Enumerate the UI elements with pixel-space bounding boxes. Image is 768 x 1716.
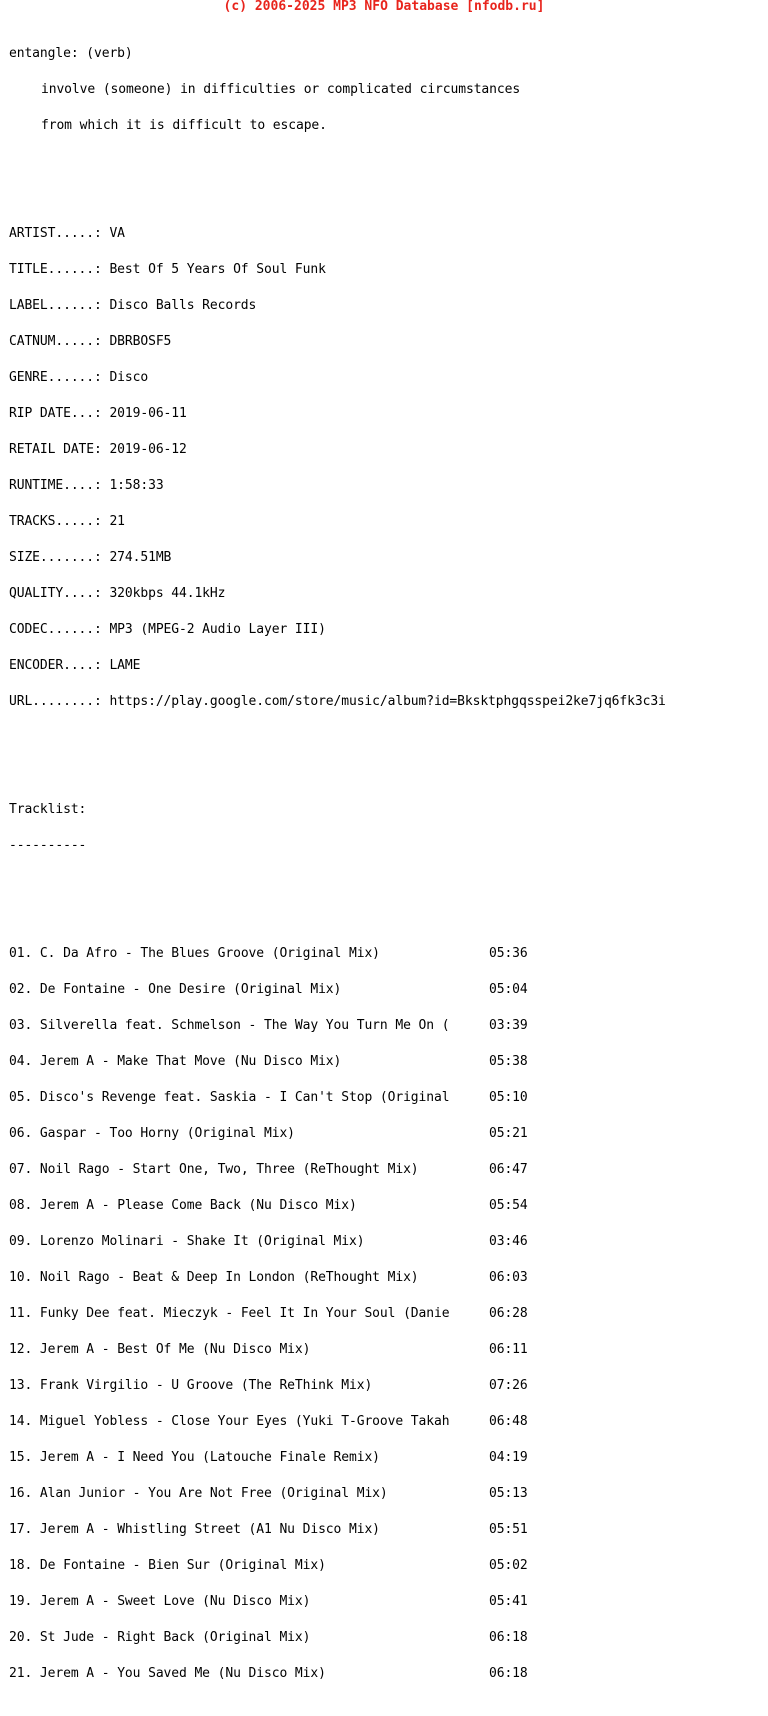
track-title: Miguel Yobless - Close Your Eyes (Yuki T-Groove Takah (39, 1414, 450, 1429)
info-row-runtime (9, 480, 666, 492)
track-title: Lorenzo Molinari - Shake It (Original Mix) (39, 1234, 365, 1249)
track-row (9, 1380, 666, 1392)
info-row-url (9, 696, 666, 708)
site-banner: (c) 2006-2025 MP3 NFO Database [nfodb.ru] (223, 0, 545, 14)
track-title: De Fontaine - Bien Sur (Original Mix) (39, 1558, 326, 1573)
track-duration: 04:19 (489, 1450, 528, 1465)
info-value: 21 (109, 514, 125, 529)
track-title-cell (9, 984, 489, 996)
track-title: Jerem A - You Saved Me (Nu Disco Mix) (39, 1666, 326, 1681)
info-key: RIP DATE...: (9, 406, 110, 421)
info-value: Disco (109, 370, 149, 385)
track-row (9, 1668, 666, 1680)
track-title-cell (9, 1452, 489, 1464)
track-title-cell (9, 1164, 489, 1176)
info-key: GENRE......: (9, 370, 110, 385)
nfo-document (9, 24, 666, 1716)
track-number: 15. (9, 1450, 40, 1465)
info-value: DBRBOSF5 (109, 334, 172, 349)
track-number: 21. (9, 1666, 40, 1681)
info-row-tracks (9, 516, 666, 528)
track-row (9, 1524, 666, 1536)
track-duration: 03:46 (489, 1234, 528, 1249)
track-title: Jerem A - Make That Move (Nu Disco Mix) (39, 1054, 342, 1069)
track-title: De Fontaine - One Desire (Original Mix) (39, 982, 342, 997)
track-title-cell (9, 1524, 489, 1536)
track-number: 13. (9, 1378, 40, 1393)
info-key: TRACKS.....: (9, 514, 110, 529)
track-number: 10. (9, 1270, 40, 1285)
track-title: Jerem A - Sweet Love (Nu Disco Mix) (39, 1594, 311, 1609)
track-row (9, 1164, 666, 1176)
track-duration: 06:28 (489, 1306, 528, 1321)
info-value: 1:58:33 (109, 478, 164, 493)
track-number: 14. (9, 1414, 40, 1429)
blank-line (9, 876, 666, 888)
tracklist-rule: ---------- (9, 838, 87, 853)
tracklist-header: Tracklist: (9, 802, 87, 817)
track-title: Noil Rago - Beat & Deep In London (ReThought Mix) (39, 1270, 419, 1285)
info-row-encoder (9, 660, 666, 672)
track-title: C. Da Afro - The Blues Groove (Original Mix) (39, 946, 380, 961)
track-title-cell (9, 1560, 489, 1572)
track-title: Gaspar - Too Horny (Original Mix) (39, 1126, 295, 1141)
info-key: ARTIST.....: (9, 226, 110, 241)
track-row (9, 1056, 666, 1068)
info-value: 2019-06-11 (109, 406, 187, 421)
info-key: ENCODER....: (9, 658, 110, 673)
track-duration: 05:54 (489, 1198, 528, 1213)
info-key: RETAIL DATE: (9, 442, 110, 457)
definition-line-1: involve (someone) in difficulties or complicated circumstances (41, 82, 521, 97)
track-number: 18. (9, 1558, 40, 1573)
track-title-cell (9, 948, 489, 960)
info-value: LAME (109, 658, 141, 673)
blank-line (9, 156, 666, 168)
track-title: Disco's Revenge feat. Saskia - I Can't Stop (Original (39, 1090, 450, 1105)
track-title: Frank Virgilio - U Groove (The ReThink Mix) (39, 1378, 373, 1393)
track-title-cell (9, 1308, 489, 1320)
info-value: MP3 (MPEG-2 Audio Layer III) (109, 622, 326, 637)
info-row-artist (9, 228, 666, 240)
info-value: 274.51MB (109, 550, 172, 565)
track-number: 05. (9, 1090, 40, 1105)
track-number: 08. (9, 1198, 40, 1213)
track-title-cell (9, 1632, 489, 1644)
track-title-cell (9, 1344, 489, 1356)
track-duration: 05:02 (489, 1558, 528, 1573)
track-row (9, 1200, 666, 1212)
track-row (9, 1092, 666, 1104)
track-number: 17. (9, 1522, 40, 1537)
track-title-cell (9, 1416, 489, 1428)
track-duration: 05:41 (489, 1594, 528, 1609)
info-key: SIZE.......: (9, 550, 110, 565)
definition-line-2: from which it is difficult to escape. (41, 118, 327, 133)
track-title-cell (9, 1200, 489, 1212)
track-duration: 06:18 (489, 1666, 528, 1681)
track-row (9, 1416, 666, 1428)
track-duration: 05:10 (489, 1090, 528, 1105)
track-title-cell (9, 1488, 489, 1500)
track-row (9, 1344, 666, 1356)
info-row-rip-date (9, 408, 666, 420)
track-number: 01. (9, 946, 40, 961)
track-duration: 07:26 (489, 1378, 528, 1393)
track-title-cell (9, 1092, 489, 1104)
info-row-quality (9, 588, 666, 600)
track-number: 20. (9, 1630, 40, 1645)
info-value: 2019-06-12 (109, 442, 187, 457)
info-key: URL........: (9, 694, 110, 709)
blank-line (9, 768, 666, 780)
info-row-retail-date (9, 444, 666, 456)
track-duration: 05:21 (489, 1126, 528, 1141)
info-key: RUNTIME....: (9, 478, 110, 493)
release-info (9, 204, 666, 732)
track-row (9, 1128, 666, 1140)
info-row-size (9, 552, 666, 564)
info-value: 320kbps 44.1kHz (109, 586, 226, 601)
info-value: Best Of 5 Years Of Soul Funk (109, 262, 326, 277)
track-title-cell (9, 1272, 489, 1284)
info-key: TITLE......: (9, 262, 110, 277)
track-number: 11. (9, 1306, 40, 1321)
track-duration: 05:36 (489, 946, 528, 961)
info-row-label (9, 300, 666, 312)
info-value: VA (109, 226, 125, 241)
track-row (9, 984, 666, 996)
info-row-title (9, 264, 666, 276)
track-title: Funky Dee feat. Mieczyk - Feel It In Your Soul (Danie (39, 1306, 450, 1321)
tracklist (9, 924, 666, 1704)
info-row-genre (9, 372, 666, 384)
track-title-cell (9, 1056, 489, 1068)
track-row (9, 1020, 666, 1032)
track-number: 02. (9, 982, 40, 997)
track-number: 16. (9, 1486, 40, 1501)
track-duration: 05:38 (489, 1054, 528, 1069)
track-row (9, 1488, 666, 1500)
track-number: 19. (9, 1594, 40, 1609)
track-number: 12. (9, 1342, 40, 1357)
track-title-cell (9, 1668, 489, 1680)
track-duration: 05:04 (489, 982, 528, 997)
info-key: QUALITY....: (9, 586, 110, 601)
track-duration: 05:13 (489, 1486, 528, 1501)
track-title: Jerem A - I Need You (Latouche Finale Remix) (39, 1450, 380, 1465)
track-title: Silverella feat. Schmelson - The Way You Turn Me On ( (39, 1018, 450, 1033)
track-title: Jerem A - Whistling Street (A1 Nu Disco Mix) (39, 1522, 380, 1537)
track-title-cell (9, 1596, 489, 1608)
track-number: 03. (9, 1018, 40, 1033)
info-key: LABEL......: (9, 298, 110, 313)
track-number: 07. (9, 1162, 40, 1177)
track-row (9, 1632, 666, 1644)
track-number: 09. (9, 1234, 40, 1249)
track-title-cell (9, 1128, 489, 1140)
track-duration: 03:39 (489, 1018, 528, 1033)
track-duration: 06:18 (489, 1630, 528, 1645)
track-row (9, 1236, 666, 1248)
track-row (9, 1596, 666, 1608)
info-row-catnum (9, 336, 666, 348)
track-number: 06. (9, 1126, 40, 1141)
track-title: St Jude - Right Back (Original Mix) (39, 1630, 311, 1645)
definition-word: entangle: (verb) (9, 46, 133, 61)
track-duration: 06:48 (489, 1414, 528, 1429)
info-key: CODEC......: (9, 622, 110, 637)
track-title-cell (9, 1020, 489, 1032)
track-number: 04. (9, 1054, 40, 1069)
track-duration: 06:11 (489, 1342, 528, 1357)
track-row (9, 1308, 666, 1320)
track-duration: 06:47 (489, 1162, 528, 1177)
track-title-cell (9, 1236, 489, 1248)
track-title: Jerem A - Please Come Back (Nu Disco Mix) (39, 1198, 357, 1213)
track-row (9, 948, 666, 960)
track-row (9, 1272, 666, 1284)
track-duration: 06:03 (489, 1270, 528, 1285)
track-row (9, 1560, 666, 1572)
track-title: Noil Rago - Start One, Two, Three (ReThought Mix) (39, 1162, 419, 1177)
track-row (9, 1452, 666, 1464)
track-title-cell (9, 1380, 489, 1392)
info-row-codec (9, 624, 666, 636)
track-title: Alan Junior - You Are Not Free (Original Mix) (39, 1486, 388, 1501)
info-key: CATNUM.....: (9, 334, 110, 349)
track-duration: 05:51 (489, 1522, 528, 1537)
info-value: Disco Balls Records (109, 298, 257, 313)
info-value: https://play.google.com/store/music/album?id=Bksktphgqsspei2ke7jq6fk3c3i (109, 694, 666, 709)
track-title: Jerem A - Best Of Me (Nu Disco Mix) (39, 1342, 311, 1357)
